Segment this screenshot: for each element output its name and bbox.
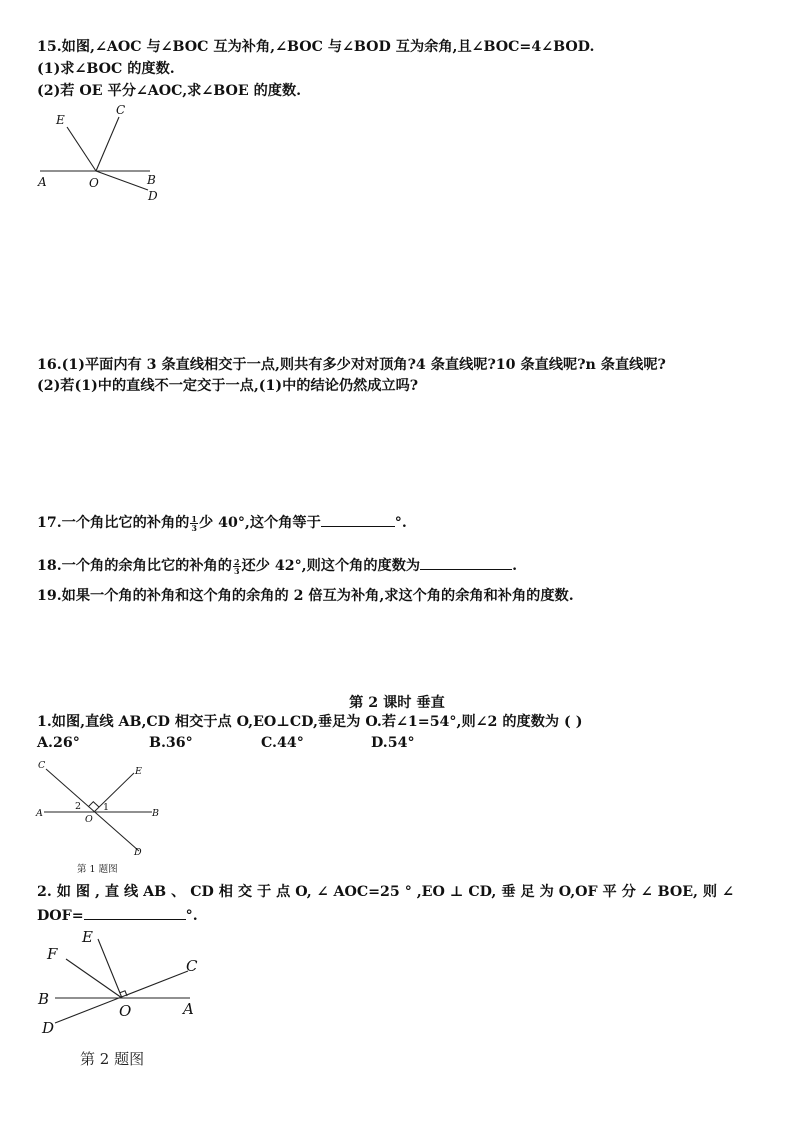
p2-label-c: C: [186, 957, 198, 975]
q18-frac-den: 3: [233, 565, 240, 576]
p1-figure-caption: 第 1 题图: [77, 864, 118, 875]
p1-option-d[interactable]: D.54°: [371, 735, 415, 751]
q15-text-line2: (1)求∠BOC 的度数.: [37, 61, 175, 77]
q17-text-after: 少 40°,这个角等于: [198, 515, 321, 531]
p2-figure: [30, 925, 210, 1045]
q15-ray-oc: [96, 117, 119, 171]
p2-label-b: B: [38, 990, 50, 1008]
p2-label-d: D: [42, 1019, 55, 1037]
p2-text-line2-end: °.: [185, 908, 198, 924]
q15-text-line3: (2)若 OE 平分∠AOC,求∠BOE 的度数.: [37, 83, 302, 99]
p2-text-line1: 2. 如 图 , 直 线 AB 、 CD 相 交 于 点 O, ∠ AOC=25 ° ,EO ⊥ CD, 垂 足 为 O,OF 平 分 ∠ BOE, 则 ∠: [37, 884, 734, 900]
p2-label-e: E: [82, 928, 93, 946]
q15-label-d: D: [148, 189, 158, 203]
q15-label-c: C: [116, 103, 126, 117]
p1-option-b[interactable]: B.36°: [149, 735, 193, 751]
p1-option-a[interactable]: A.26°: [37, 735, 80, 751]
p1-label-o: O: [85, 814, 93, 825]
q16-text-line2: (2)若(1)中的直线不一定交于一点,(1)中的结论仍然成立吗?: [37, 378, 419, 394]
q17-frac-den: 3: [191, 522, 197, 533]
q15-label-a: A: [38, 175, 47, 189]
q18-text-end: .: [512, 558, 518, 574]
p2-label-a: A: [183, 1000, 194, 1018]
p1-label-a: A: [36, 808, 43, 819]
q17-text-end: °.: [394, 515, 407, 531]
q17-fraction: [190, 515, 198, 532]
p1-label-d: D: [134, 847, 142, 858]
p2-answer-blank[interactable]: [84, 905, 186, 920]
p1-label-angle-2: 2: [75, 801, 82, 812]
p1-ray-oe: [94, 773, 134, 812]
p1-label-b: B: [152, 808, 159, 819]
q15-ray-oe: [67, 127, 96, 171]
p1-label-e: E: [135, 766, 142, 777]
p1-question: 1.如图,直线 AB,CD 相交于点 O,EO⊥CD,垂足为 O.若∠1=54°,则∠2 的度数为 ( ): [37, 714, 583, 730]
q15-label-o: O: [89, 176, 99, 190]
q15-label-b: B: [147, 173, 156, 187]
p2-text-line2-before: DOF=: [37, 908, 84, 924]
p2-label-f: F: [47, 945, 58, 963]
q15-figure: [30, 100, 170, 210]
section2-title: 第 2 课时 垂直: [349, 695, 445, 711]
q18-fraction: [233, 558, 241, 575]
q16-text-line1: 16.(1)平面内有 3 条直线相交于一点,则共有多少对对顶角?4 条直线呢?10 条直线呢?n 条直线呢?: [37, 357, 666, 373]
q19-text: 19.如果一个角的补角和这个角的余角的 2 倍互为补角,求这个角的余角和补角的度数.: [37, 588, 574, 604]
q18-frac-num: 2: [233, 556, 240, 567]
p1-label-angle-1: 1: [103, 802, 110, 813]
q15-text-line1: 15.如图,∠AOC 与∠BOC 互为补角,∠BOC 与∠BOD 互为余角,且∠BOC=4∠BOD.: [37, 39, 595, 55]
q18-text-before: 18.一个角的余角比它的补角的: [37, 558, 232, 574]
p2-label-o: O: [119, 1002, 132, 1020]
p2-text-line2: [37, 905, 198, 925]
p2-figure-caption: 第 2 题图: [80, 1050, 145, 1068]
p1-label-c: C: [38, 760, 46, 771]
q18-answer-blank[interactable]: [420, 555, 512, 570]
q15-ray-od: [96, 171, 148, 190]
p1-option-c[interactable]: C.44°: [261, 735, 304, 751]
p1-figure: [30, 755, 170, 860]
q17-answer-blank[interactable]: [321, 512, 395, 527]
q15-label-e: E: [56, 113, 65, 127]
q18-text-after: 还少 42°,则这个角的度数为: [241, 558, 421, 574]
q17-text-before: 17.一个角比它的补角的: [37, 515, 190, 531]
p1-right-angle-mark: [88, 802, 99, 807]
q18-text: [37, 555, 517, 575]
q17-text: [37, 512, 407, 532]
q17-frac-num: 1: [191, 513, 197, 524]
